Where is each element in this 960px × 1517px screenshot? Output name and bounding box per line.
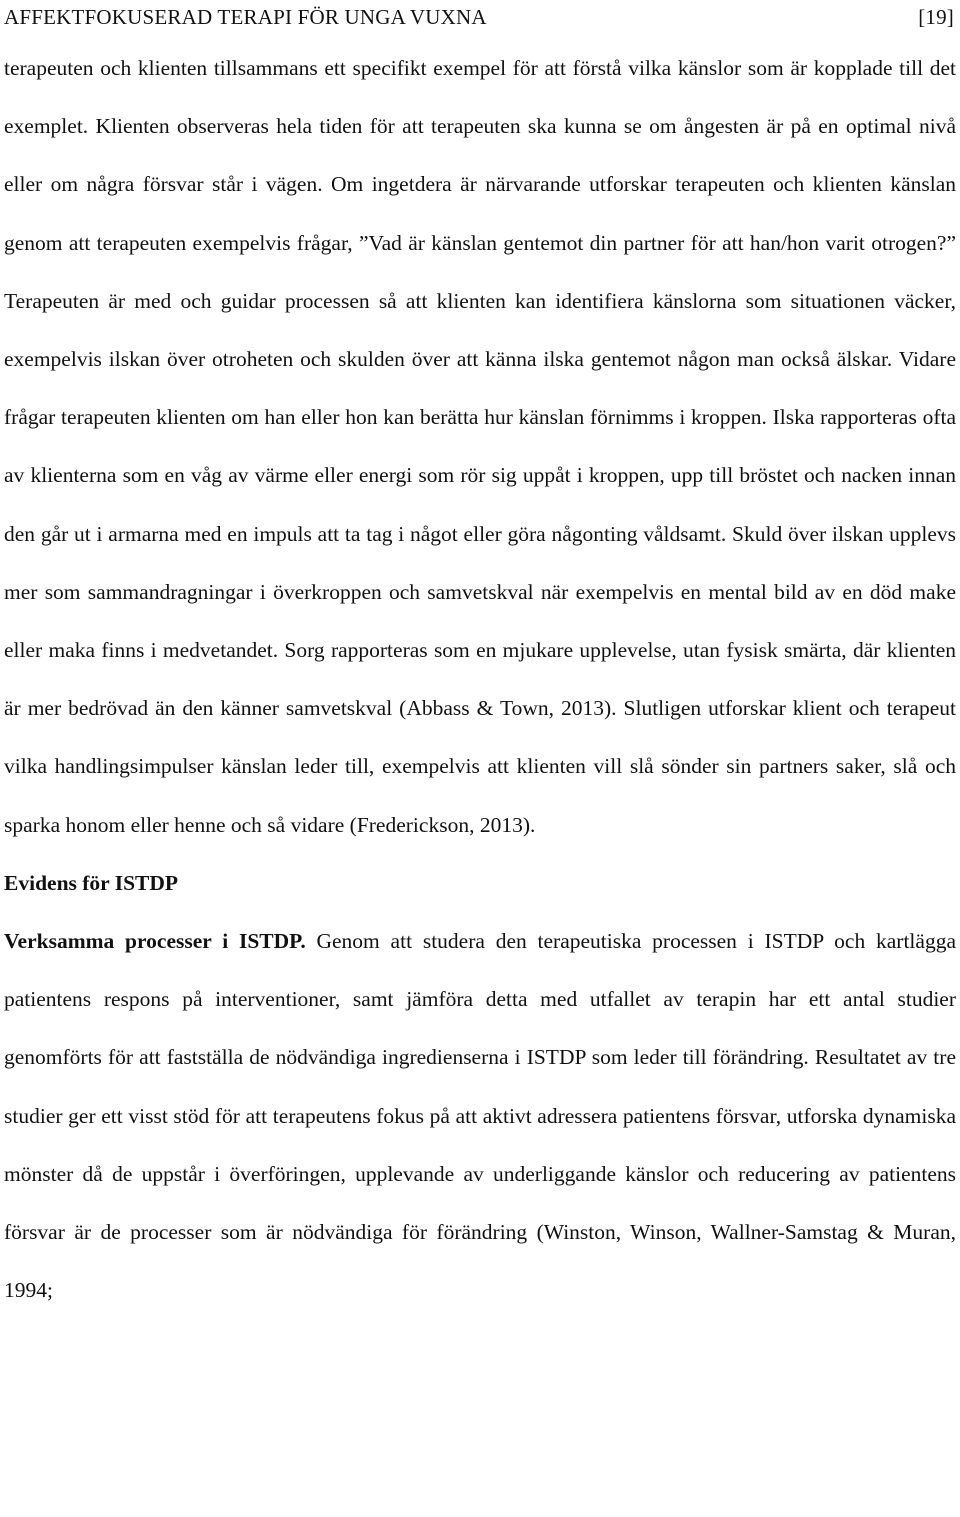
subsection-heading: Verksamma processer i ISTDP. — [4, 929, 306, 954]
paragraph-processes — [4, 912, 956, 1319]
paragraph-continued: terapeuten och klienten tillsammans ett specifikt exempel för att förstå vilka känslor som är kopplade till det exemplet. Klienten observeras hela tiden för att terapeuten ska kunna se om ångesten är på en optimal nivå eller om några försvar står i vägen. Om ingetdera är närvarande utforskar terapeuten och klienten känslan genom att terapeuten exempelvis frågar, ”Vad är känslan gentemot din partner för att han/hon varit otrogen?” Terapeuten är med och guidar processen så att klienten kan identifiera känslorna som situationen väcker, exempelvis ilskan över otroheten och skulden över att känna ilska gentemot någon man också älskar. Vidare frågar terapeuten klienten om han eller hon kan berätta hur känslan förnimms i kroppen. Ilska rapporteras ofta av klienterna som en våg av värme eller energi som rör sig uppåt i kroppen, upp till bröstet och nacken innan den går ut i armarna med en impuls att ta tag i något eller göra någonting våldsamt. Skuld över ilskan upplevs mer som sammandragningar i överkroppen och samvetskval när exempelvis en mental bild av en död make eller maka finns i medvetandet. Sorg rapporteras som en mjukare upplevelse, utan fysisk smärta, där klienten är mer bedrövad än den känner samvetskval (Abbass & Town, 2013). Slutligen utforskar klient och terapeut vilka handlingsimpulser känslan leder till, exempelvis att klienten vill slå sönder sin partners saker, slå och sparka honom eller henne och så vidare (Frederickson, 2013). — [4, 56, 956, 837]
body-text — [4, 39, 956, 1319]
paragraph-processes-text: Genom att studera den terapeutiska processen i ISTDP och kartlägga patientens respons på interventioner, samt jämföra detta med utfallet av terapin har ett antal studier genomförts för att fastställa de nödvändiga ingredienserna i ISTDP som leder till förändring. Resultatet av tre studier ger ett visst stöd för att terapeutens fokus på att aktivt adressera patientens försvar, utforska dynamiska mönster då de uppstår i överföringen, upplevande av underliggande känslor och reducering av patientens försvar är de processer som är nödvändiga för förändring (Winston, Winson, Wallner-Samstag & Muran, 1994; — [4, 929, 956, 1303]
running-header — [4, 4, 954, 30]
running-title: AFFEKTFOKUSERAD TERAPI FÖR UNGA VUXNA — [4, 5, 487, 29]
page-number: [19] — [918, 5, 954, 29]
section-heading: Evidens för ISTDP — [4, 870, 179, 895]
